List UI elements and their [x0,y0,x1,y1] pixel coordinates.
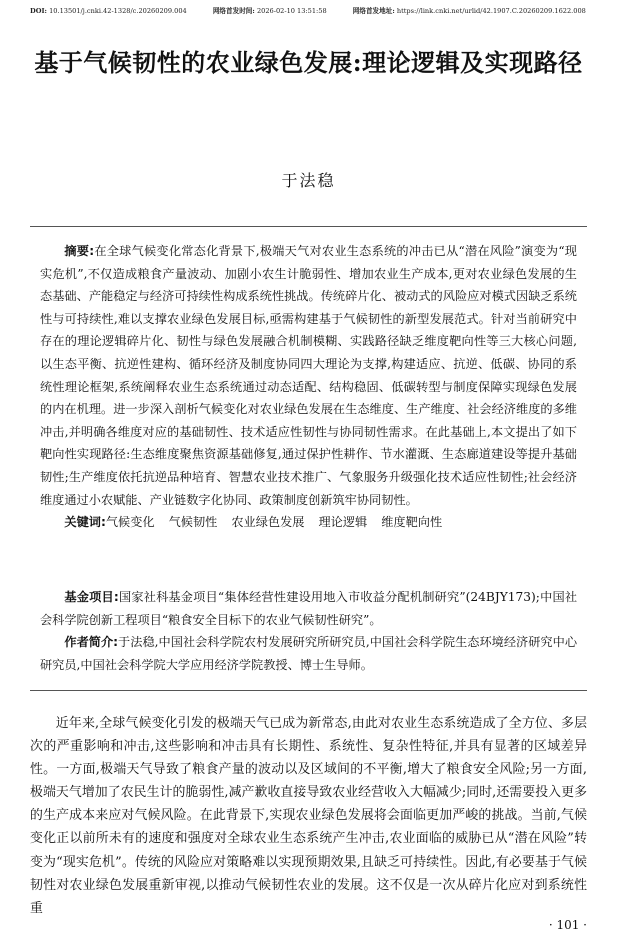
page-number: · 101 · [548,918,587,932]
abstract-section [40,240,577,534]
body-section [30,712,587,920]
keywords-line [40,511,577,534]
pub-address: 网络首发地址: https://link.cnki.net/urlid/42.1907.C.20260209.1622.008 [352,7,586,15]
abstract-top-rule [30,226,587,227]
article-title: 基于气候韧性的农业绿色发展:理论逻辑及实现路径 [34,48,583,77]
body-paragraph: 近年来,全球气候变化引发的极端天气已成为新常态,由此对农业生态系统造成了全方位、多层次的严重影响和冲击,这些影响和冲击具有长期性、系统性、复杂性特征,并具有显著的区域差异性。一方面,极端天气导致了粮食产量的波动以及区域间的不平衡,增大了粮食安全风险;另一方面,极端天气增加了农民生计的脆弱性,减产歉收直接导致农业经营收入大幅减少;同时,还需要投入更多的生产成本来应对气候风险。在此背景下,实现农业绿色发展将会面临更加严峻的挑战。当前,气候变化正以前所未有的速度和强度对全球农业生态系统产生冲击,农业面临的威胁已从“潜在风险”转变为“现实危机”。传统的风险应对策略难以实现预期效果,且缺乏可持续性。因此,有必要基于气候韧性对农业绿色发展重新审视,以推动气候韧性农业的发展。这不仅是一次从碎片化应对到系统性重 [30,716,587,916]
funding-label: 基金项目: [64,590,119,604]
author-bio-text: 于法稳,中国社会科学院农村发展研究所研究员,中国社会科学院生态环境经济研究中心研究员,中国社会科学院大学应用经济学院教授、博士生导师。 [40,635,578,672]
keywords-label: 关键词: [64,515,106,530]
pub-address-link[interactable]: https://link.cnki.net/urlid/42.1907.C.20260209.1622.008 [396,7,586,15]
funding-section [40,586,577,676]
doi: DOI: 10.13501/j.cnki.42-1328/c.20260209.004 [30,7,187,15]
header-metadata [30,8,590,15]
abstract-paragraph [40,240,577,511]
keyword: 气候变化 [105,515,155,530]
keyword: 农业绿色发展 [231,515,305,530]
abstract-label: 摘要: [64,244,95,258]
keyword: 气候韧性 [168,515,218,530]
author-bio-paragraph [40,631,577,676]
doi-value: 10.13501/j.cnki.42-1328/c.20260209.004 [49,7,187,15]
author-name: 于法稳 [281,171,336,190]
keyword: 维度靶向性 [381,515,443,530]
funding-text: 国家社科基金项目“集体经营性建设用地入市收益分配机制研究”(24BJY173);中国社会科学院创新工程项目“粮食安全目标下的农业气候韧性研究”。 [40,590,578,627]
author-bio-label: 作者简介: [64,635,119,650]
abstract-bottom-rule [30,690,587,691]
abstract-text: 在全球气候变化常态化背景下,极端天气对农业生态系统的冲击已从“潜在风险”演变为“现实危机”,不仅造成粮食产量波动、加剧小农生计脆弱性、增加农业生产成本,更对农业绿色发展的生态基础、产能稳定与经济可持续性构成系统性挑战。传统碎片化、被动式的风险应对模式因缺乏系统性与可持续性,难以支撑农业绿色发展目标,亟需构建基于气候韧性的新型发展范式。针对当前研究中存在的理论逻辑碎片化、韧性与绿色发展融合机制模糊、实践路径缺乏维度靶向性等三大核心问题,以生态平衡、抗逆性建构、循环经济及制度协同四大理论为支撑,构建适应、抗逆、低碳、协同的系统性理论框架,系统阐释农业生态系统通过动态适配、结构稳固、低碳转型与制度保障实现绿色发展的内在机理。进一步深入剖析气候变化对农业绿色发展在生态维度、生产维度、社会经济维度的多维冲击,并明确各维度对应的基础韧性、技术适应性韧性与协同韧性需求。在此基础上,本文提出了如下靶向性实现路径:生态维度聚焦资源基础修复,通过保护性耕作、节水灌溉、生态廊道建设等提升基础韧性;生产维度依托抗逆品种培育、智慧农业技术推广、气象服务升级强化技术适应性韧性;社会经济维度通过小农赋能、产业链数字化协同、政策制度创新筑牢协同韧性。 [40,244,577,507]
keyword: 理论逻辑 [318,515,368,530]
pub-time-value: 2026-02-10 13:51:58 [256,7,327,15]
funding-paragraph [40,586,577,631]
pub-time: 网络首发时间: 2026-02-10 13:51:58 [212,7,327,15]
